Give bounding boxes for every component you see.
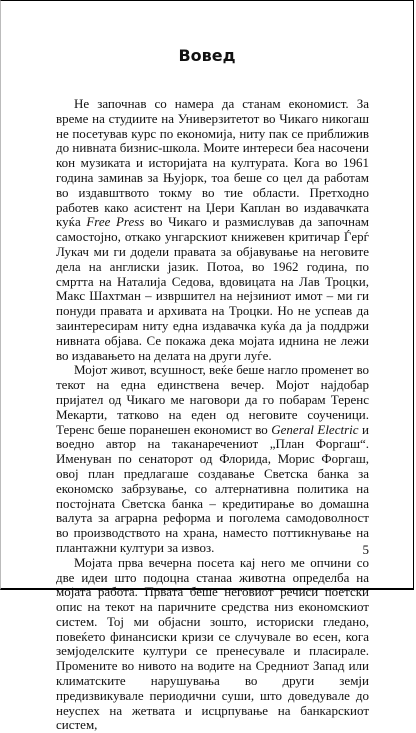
paragraph-text: Не започнав со намера да станам економист. За време на студиите на Универзитетот во Чикаго никогаш не посетував курс по економија, ниту пак се приближив до нивната бизнис-школа. Моите интереси беа насочени кон музиката и историјата на културата. Кога во 1961 година заминав за Њујорк, тоа беше со цел да работам во издавштвото токму во тие области. Претходно работев како асистент на Џери Каплан во издавачката куќа	[56, 96, 369, 230]
paragraph-text: и воедно автор на таканаречениот „План Форгаш“. Именуван по сенаторот од Флорида, Морис Форгаш, овој план предлагаше создавање Светска банка за економско забрзување, со алтернативна политика на постојната Светска банка – кредитирање во домашна валута за аграрна реформа и поголема самодоволност во производството на храна, наместо поттикнување на плантажни култури за извоз.	[56, 421, 369, 555]
paragraph	[56, 97, 369, 363]
paragraph-text: Мојата прва вечерна посета кај него ме опчини со две идеи што подоцна станаа животна определба на мојата работа. Првата беше неговиот речиси поетски опис на текот на паричните средства низ економскиот систем. Тој ми објасни зошто, историски гледано, повеќето финансиски кризи се случувале во есен, кога земјоделските култури се пренесувале и пласирале. Промените во нивото на водите на Средниот Запад или климатските нарушувања во други земји предизвикувале периодични суши, што доведувале до неуспех на жетвата и исцрпување на банкарскиот систем,	[56, 554, 369, 733]
italic-text: General Electric	[271, 421, 359, 437]
paragraph-text: во Чикаго и размислував да започнам самостојно, откако унгарскиот книжевен критичар Ѓерѓ Лукач ми ги додели правата за објавување на неговите дела на англиски јазик. Потоа, во 1962 година, по смртта на Наталија Седова, вдовицата на Лав Троцки, Макс Шахтман – извршител на нејзиниот имот – ми ги понуди правата и архивата на Троцки. Но не успеав да заинтересирам ниту една издавачка куќа да ја поддржи нивната објава. Се покажа дека мојата иднина не лежи во издавањето на делата на други луѓе.	[56, 214, 370, 363]
paragraph	[56, 556, 369, 733]
paragraph	[56, 363, 369, 555]
body-text	[56, 97, 369, 733]
page-number: 5	[362, 542, 369, 557]
page-title: Вовед	[178, 46, 236, 65]
paragraph-text: Мојот живот, всушност, веќе беше нагло променет во текот на една единствена вечер. Мојот најдобар пријател од Чикаго ме наговори да го побарам Теренс Мекарти, татково на еден од неговите соученици. Теренс беше поранешен економист во	[56, 362, 370, 437]
italic-text: Free Press	[86, 214, 145, 230]
